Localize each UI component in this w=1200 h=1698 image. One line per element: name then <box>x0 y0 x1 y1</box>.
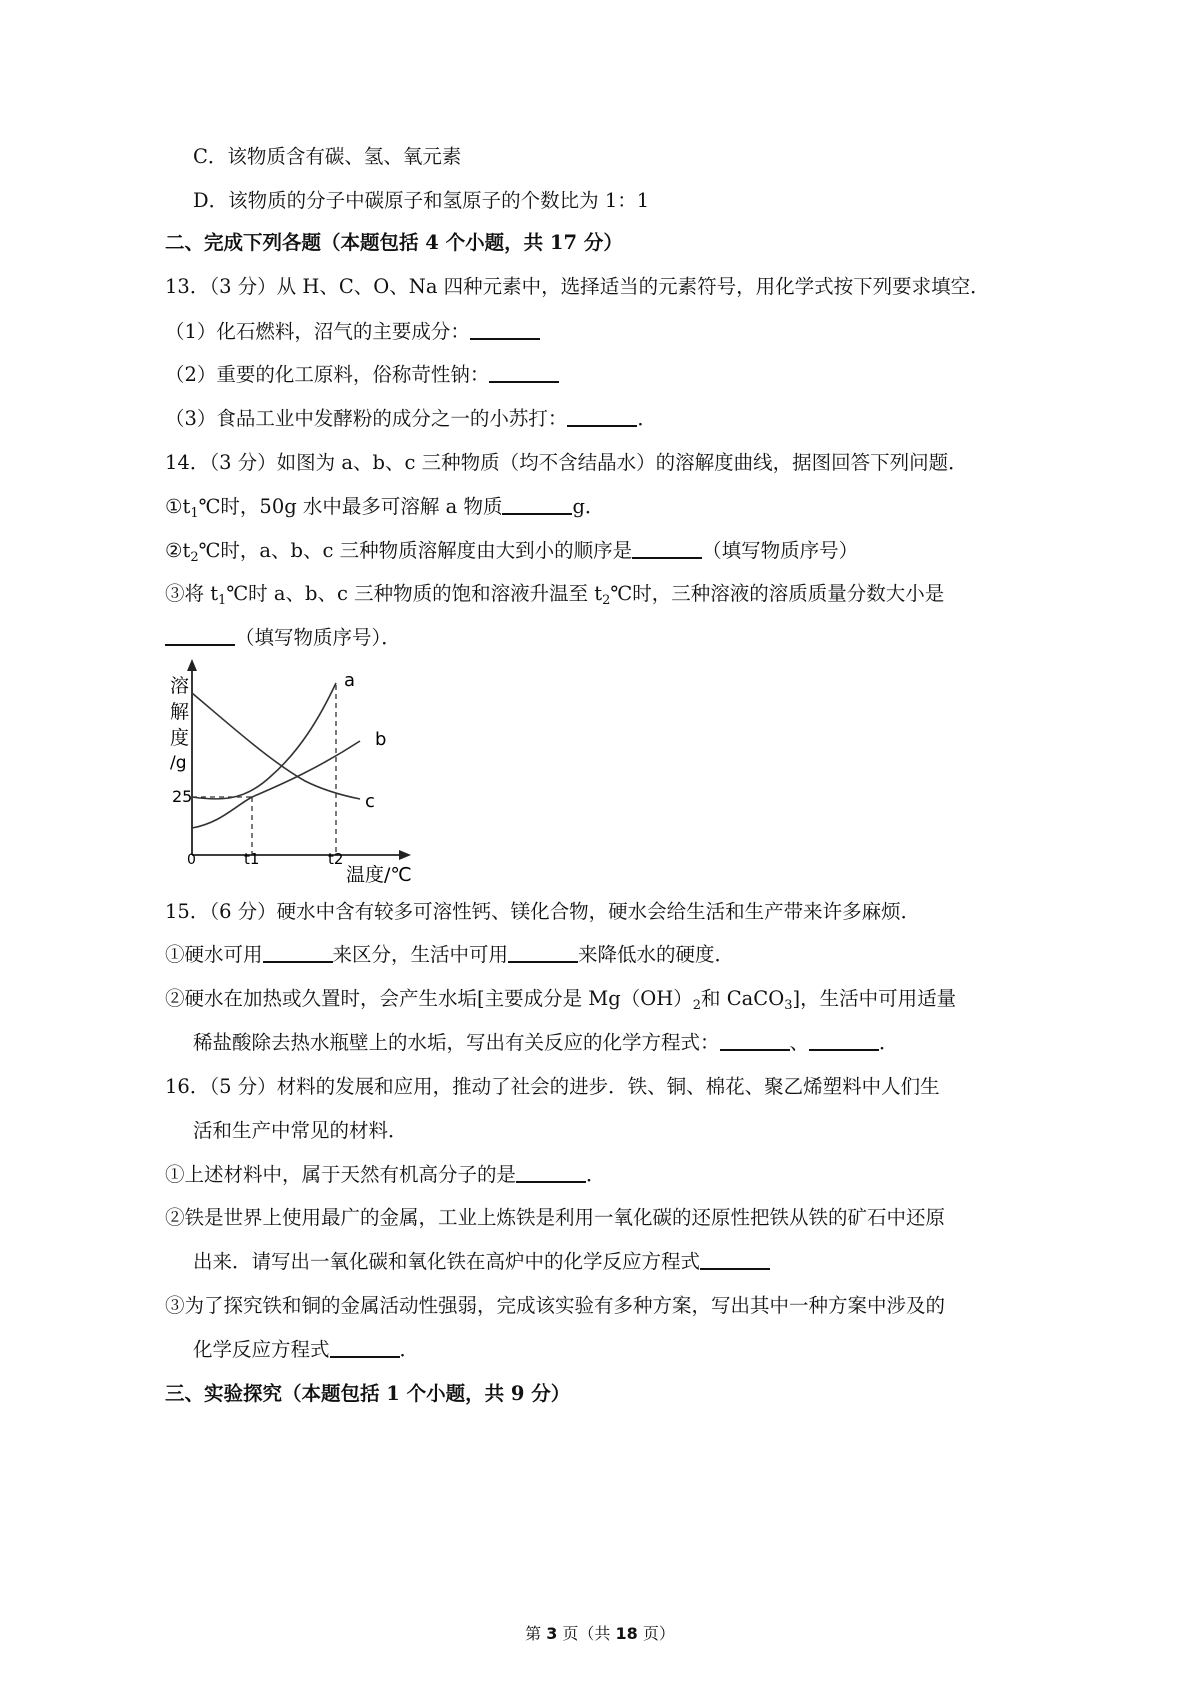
option-d: D．该物质的分子中碳原子和氢原子的个数比为 1：1 <box>193 189 650 212</box>
answer-blank[interactable] <box>720 1029 790 1051</box>
q16-item-3-end: ． <box>399 1338 420 1361</box>
q14-item-3-end: （填写物质序号）． <box>235 626 401 649</box>
q16-item-3-line2 <box>193 1336 419 1364</box>
q14-item-2-a: ②t <box>165 539 191 562</box>
answer-blank[interactable] <box>330 1336 400 1358</box>
series-b-line <box>192 741 360 828</box>
q16-item-2-line1: ②铁是世界上使用最广的金属，工业上炼铁是利用一氧化碳的还原性把铁从铁的矿石中还原 <box>165 1206 946 1229</box>
q14-item-3-b: ℃时 a、b、c 三种物质的饱和溶液升温至 t <box>226 582 603 605</box>
q16-item-1-end: ． <box>586 1163 606 1186</box>
x-axis-label: 温度/℃ <box>346 864 412 886</box>
subscript: 1 <box>218 593 227 608</box>
answer-blank[interactable] <box>809 1029 879 1051</box>
q16-item-1-text: ①上述材料中，属于天然有机高分子的是 <box>165 1163 517 1186</box>
q15-item-2-cont <box>193 1029 899 1057</box>
q13-part-1 <box>165 318 540 346</box>
y-axis-arrow <box>187 659 197 671</box>
answer-blank[interactable] <box>508 941 578 963</box>
q14-item-3-a: ③将 t <box>165 582 219 605</box>
y-label-1: 溶 <box>170 675 190 697</box>
subscript: 2 <box>692 998 702 1013</box>
q13-stem: 13．（3 分）从 H、C、O、Na 四种元素中，选择适当的元素符号，用化学式按下列要求填空． <box>165 275 990 298</box>
q16-stem-1: 16．（5 分）材料的发展和应用，推动了社会的进步．铁、铜、棉花、聚乙烯塑料中人们生 <box>165 1075 940 1098</box>
subscript: 3 <box>784 998 793 1013</box>
q14-item-3-cont <box>165 624 401 652</box>
page-number: 3 <box>546 1624 558 1643</box>
answer-blank[interactable] <box>470 318 540 340</box>
q13-part-2-text: （2）重要的化工原料，俗称苛性钠： <box>165 363 490 386</box>
q14-item-2-end: （填写物质序号） <box>702 539 859 562</box>
footer-mid: 页（共 <box>557 1624 616 1643</box>
x-axis-arrow <box>399 850 411 860</box>
q14-item-1-a: ①t <box>165 495 191 518</box>
x-tick-t1: t1 <box>244 850 260 868</box>
answer-blank[interactable] <box>567 405 637 427</box>
origin-label: 0 <box>187 852 196 868</box>
q15-item-2-b: 和 CaCO <box>701 987 785 1010</box>
answer-blank[interactable] <box>632 537 702 559</box>
footer-prefix: 第 <box>525 1624 547 1643</box>
q14-item-3-c: ℃时，三种溶液的溶质质量分数大小是 <box>610 582 945 605</box>
q15-item-1 <box>165 941 734 969</box>
q14-item-2-b: ℃时，a、b、c 三种物质溶解度由大到小的顺序是 <box>198 539 633 562</box>
footer-suffix: 页） <box>637 1624 675 1643</box>
q16-item-3-line1: ③为了探究铁和铜的金属活动性强弱，完成该实验有多种方案，写出其中一种方案中涉及的 <box>165 1294 946 1317</box>
q16-stem-2: 活和生产中常见的材料． <box>193 1119 408 1142</box>
q14-stem: 14．（3 分）如图为 a、b、c 三种物质（均不含结晶水）的溶解度曲线，据图回答下列问题． <box>165 451 968 474</box>
solubility-chart <box>160 655 430 890</box>
y-tick-25: 25 <box>172 787 193 806</box>
subscript: 2 <box>190 550 199 565</box>
q15-item-1-c: 来降低水的硬度． <box>578 943 735 966</box>
answer-blank[interactable] <box>700 1248 770 1270</box>
y-label-2: 解 <box>170 701 190 723</box>
series-b-label: b <box>375 729 387 750</box>
answer-blank[interactable] <box>502 493 572 515</box>
q14-item-2 <box>165 537 858 572</box>
subscript: 1 <box>190 506 199 521</box>
series-c-label: c <box>365 791 375 812</box>
q14-item-1-b: ℃时，50g 水中最多可溶解 a 物质 <box>198 495 503 518</box>
q15-item-1-a: ①硬水可用 <box>165 943 263 966</box>
series-c-line <box>192 693 360 799</box>
q16-item-3-text: 化学反应方程式 <box>193 1338 330 1361</box>
y-label-4: /g <box>170 753 187 773</box>
section-2-title: 二、完成下列各题（本题包括 4 个小题，共 17 分） <box>165 231 623 254</box>
q15-item-2-sep: 、 <box>789 1031 810 1054</box>
answer-blank[interactable] <box>489 361 559 383</box>
q13-part-2 <box>165 361 559 389</box>
q15-item-2-end: ． <box>879 1031 899 1054</box>
subscript: 2 <box>602 593 611 608</box>
answer-blank[interactable] <box>263 941 333 963</box>
q13-part-3-end: ． <box>637 407 657 430</box>
q13-part-3-text: （3）食品工业中发酵粉的成分之一的小苏打： <box>165 407 568 430</box>
y-label-3: 度 <box>170 727 190 749</box>
q15-item-2-line2: 稀盐酸除去热水瓶壁上的水垢，写出有关反应的化学方程式： <box>193 1031 720 1054</box>
answer-blank[interactable] <box>165 624 235 646</box>
q15-stem: 15．（6 分）硬水中含有较多可溶性钙、镁化合物，硬水会给生活和生产带来许多麻烦． <box>165 900 921 923</box>
q13-part-3 <box>165 405 657 433</box>
option-c: C．该物质含有碳、氢、氧元素 <box>193 145 462 168</box>
series-a-line <box>192 683 336 799</box>
page-total: 18 <box>615 1624 638 1643</box>
q15-item-2 <box>165 985 956 1020</box>
section-3-title: 三、实验探究（本题包括 1 个小题，共 9 分） <box>165 1382 571 1405</box>
q15-item-2-c: ]，生活中可用适量 <box>792 987 957 1010</box>
q16-item-2-line2 <box>193 1248 770 1276</box>
page-footer <box>0 1623 1200 1645</box>
q16-item-1 <box>165 1161 606 1189</box>
x-tick-t2: t2 <box>328 850 344 868</box>
q14-item-3 <box>165 580 944 615</box>
answer-blank[interactable] <box>516 1161 586 1183</box>
q13-part-1-text: （1）化石燃料，沼气的主要成分： <box>165 320 470 343</box>
q16-item-2-text: 出来．请写出一氧化碳和氧化铁在高炉中的化学反应方程式 <box>193 1250 701 1273</box>
q14-item-1-end: g． <box>572 495 605 518</box>
q15-item-1-b: 来区分，生活中可用 <box>332 943 509 966</box>
q15-item-2-a: ②硬水在加热或久置时，会产生水垢[主要成分是 Mg（OH） <box>165 987 693 1010</box>
series-a-label: a <box>344 670 356 691</box>
q14-item-1 <box>165 493 604 528</box>
